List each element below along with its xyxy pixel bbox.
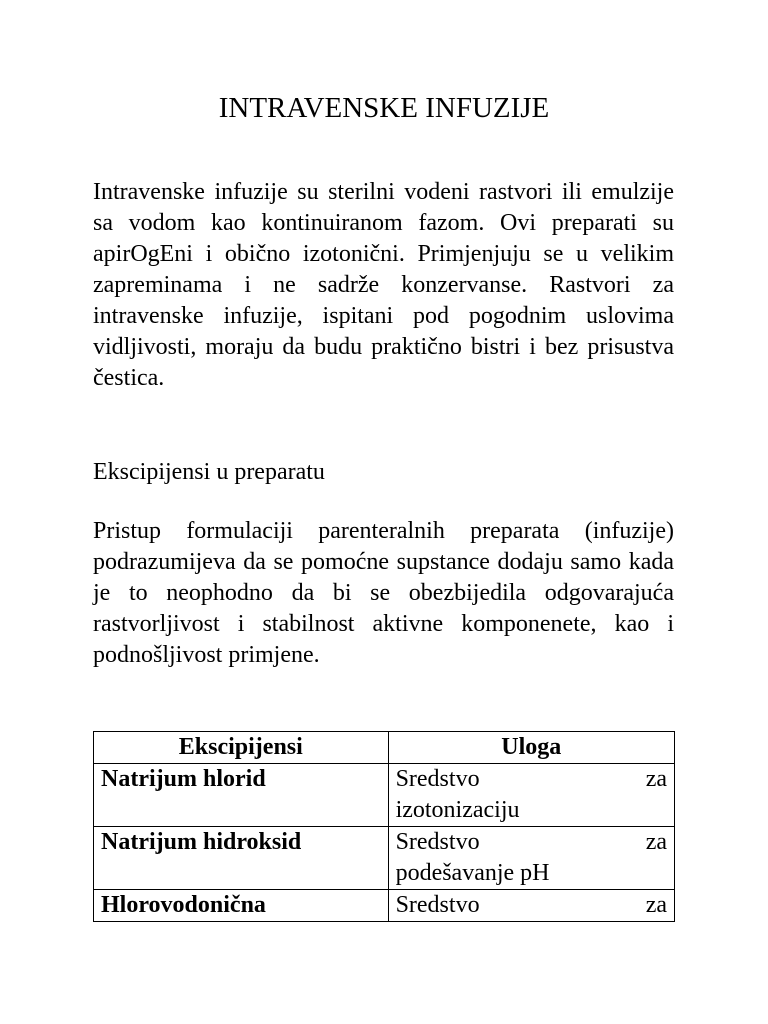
table-row [94, 890, 675, 922]
role-word: za [645, 892, 667, 918]
role-continuation: izotonizaciju [395, 797, 520, 823]
table-header-role: Uloga [388, 732, 674, 764]
table-header-row [94, 732, 675, 764]
role-word: za [645, 766, 667, 792]
formulation-paragraph: Pristup formulaciji parenteralnih preparata (infuzije) podrazumijeva da se pomoćne supstance dodaju samo kada je to neophodno da bi se obezbijedila odgovarajuća rastvorljivost i stabilnost aktivne komponenete, kao i podnošljivost primjene. [93, 518, 674, 668]
excipients-table [93, 731, 675, 922]
role-word: Sredstvo [395, 829, 480, 855]
table-header-excipients: Ekscipijensi [94, 732, 389, 764]
excipient-name: Hlorovodonična [94, 890, 389, 922]
page-title: INTRAVENSKE INFUZIJE [218, 92, 550, 124]
section-subheading: Ekscipijensi u preparatu [93, 459, 325, 485]
table-row [94, 764, 675, 827]
role-word: Sredstvo [395, 892, 480, 918]
intro-paragraph: Intravenske infuzije su sterilni vodeni rastvori ili emulzije sa vodom kao kontinuiranom fazom. Ovi preparati su apirOgEni i obično izotonični. Primjenjuju se u velikim zapreminama i ne sadrže konzervanse. Rastvori za intravenske infuzije, ispitani pod pogodnim uslovima vidljivosti, moraju da budu praktično bistri i bez prisustva čestica. [93, 179, 674, 391]
excipient-name: Natrijum hidroksid [94, 827, 389, 890]
excipient-role [388, 890, 674, 922]
role-continuation: podešavanje pH [395, 860, 550, 886]
role-word: za [645, 829, 667, 855]
excipient-name: Natrijum hlorid [94, 764, 389, 827]
excipient-role [388, 764, 674, 827]
role-word: Sredstvo [395, 766, 480, 792]
table-row [94, 827, 675, 890]
excipient-role [388, 827, 674, 890]
